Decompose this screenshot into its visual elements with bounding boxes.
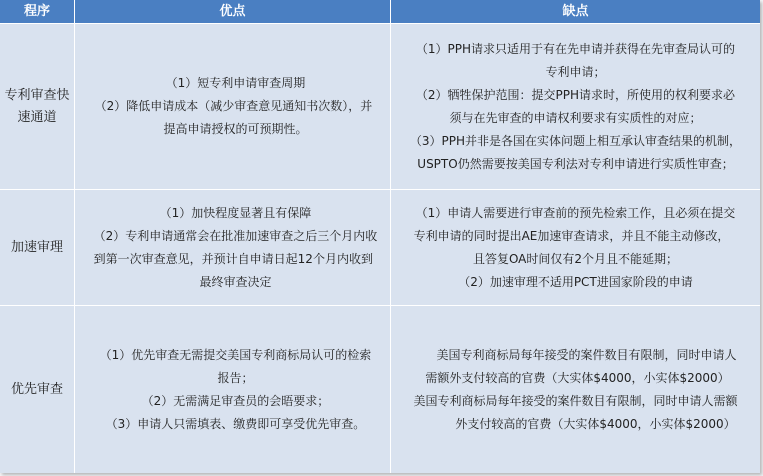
cons-line: （1）申请人需要进行审查前的预先检索工作，且必须在提交 xyxy=(415,205,736,220)
pros-line: （3）申请人只需填表、缴费即可享受优先审查。 xyxy=(105,416,366,431)
cons-line: USPTO仍然需要按美国专利法对专利申请进行实质性审查； xyxy=(417,156,734,171)
pros-line: （1）优先审查无需提交美国专利商标局认可的检索 xyxy=(99,347,372,362)
program-line: 专利审查快 xyxy=(4,87,70,103)
program-line: 速通道 xyxy=(17,109,57,125)
pros-line: （1）加快程度显著且有保障 xyxy=(159,205,312,220)
cons-line: （2）牺牲保护范围：提交PPH请求时，所使用的权利要求必 xyxy=(415,87,736,102)
cons-line: 专利申请的同时提出AE加速审查请求，并且不能主动修改， xyxy=(413,228,730,243)
header-pros: 优点 xyxy=(75,0,391,24)
program-line: 加速审理 xyxy=(10,239,63,255)
cons-cell xyxy=(391,190,760,306)
cons-line: 美国专利商标局每年接受的案件数目有限制，同时申请人 xyxy=(436,347,737,362)
cons-line: 须与在先审查的申请权利要求有实质性的对应； xyxy=(449,110,702,125)
pros-line: （2）专利申请通常会在批准加速审查之后三个月内收 xyxy=(93,228,378,243)
pros-line: （1）短专利申请审查周期 xyxy=(165,76,306,90)
cons-cell xyxy=(391,306,760,473)
pros-line: 报告； xyxy=(217,370,254,385)
pros-line: （2）降低申请成本（减少审查意见通知书次数），并 xyxy=(94,99,373,113)
cons-line: 需额外支付较高的官费（大实体$4000，小实体$2000） xyxy=(425,370,730,385)
header-cons: 缺点 xyxy=(391,0,760,24)
pros-line: 最终审查决定 xyxy=(199,274,272,289)
pros-line: 提高申请授权的可预期性。 xyxy=(163,122,308,136)
program-cell xyxy=(0,24,75,190)
pros-cell xyxy=(75,24,391,190)
cons-cell xyxy=(391,24,760,190)
cons-line: （3）PPH并非是各国在实体问题上相互承认审查结果的机制， xyxy=(409,133,742,148)
pros-line: 到第一次审查意见，并预计自申请日起12个月内收到 xyxy=(93,251,373,266)
program-line: 优先审查 xyxy=(10,381,63,397)
pros-cell xyxy=(75,190,391,306)
cons-line: （1）PPH请求只适用于有在先申请并获得在先审查局认可的 xyxy=(415,41,736,56)
program-cell xyxy=(0,306,75,473)
program-cell xyxy=(0,190,75,306)
cons-line: （2）加速审理不适用PCT进国家阶段的申请 xyxy=(458,274,693,289)
pros-line: （2）无需满足审查员的会晤要求； xyxy=(141,393,330,408)
cons-line: 美国专利商标局每年接受的案件数目有限制，同时申请人需额 xyxy=(413,393,738,408)
header-program: 程序 xyxy=(0,0,75,24)
pros-cell xyxy=(75,306,391,473)
cons-line: 且答复OA时间仅有2个月且不能延期； xyxy=(472,251,679,266)
cons-line: 专利申请； xyxy=(545,64,606,79)
cons-line: 外支付较高的官费（大实体$4000，小实体$2000） xyxy=(455,416,736,431)
